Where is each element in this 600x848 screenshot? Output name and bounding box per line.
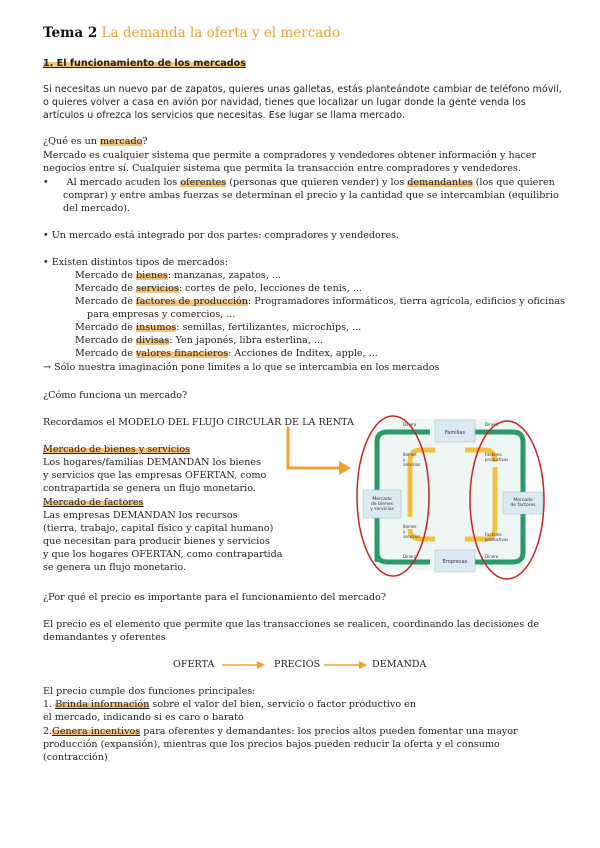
section-heading bbox=[43, 58, 246, 70]
arrow-right-icon bbox=[324, 660, 368, 670]
tipo-valores bbox=[75, 348, 378, 360]
dinero-label-br: Dinero bbox=[485, 554, 499, 559]
heading-text: Mercado de bienes y servicios bbox=[43, 444, 191, 455]
funcion-2-line-2: producción (expansión), mientras que los precios bajos pueden reducir la oferta y el consumo bbox=[43, 739, 500, 750]
tipo-insumos bbox=[75, 322, 361, 334]
tipo-servicios bbox=[75, 283, 362, 295]
mercado-bienes-label: Mercado de bienes y servicios bbox=[370, 497, 394, 512]
bienes-line-2: y servicios que las empresas OFERTAN, como bbox=[43, 470, 267, 481]
funcion-text: para oferentes y demandantes: los precios altos pueden fomentar una mayor bbox=[140, 726, 518, 737]
tipo-examples: : Acciones de Inditex, apple, ... bbox=[228, 348, 378, 359]
tipo-examples: : semillas, fertilizantes, microchips, ... bbox=[176, 322, 362, 333]
title-text: La demanda la oferta y el mercado bbox=[101, 25, 341, 41]
funcion-2 bbox=[43, 726, 518, 738]
funcion-1 bbox=[43, 699, 416, 711]
flow-oferta: OFERTA bbox=[173, 659, 215, 670]
factores-label-bottom: Factores productivos bbox=[485, 532, 509, 542]
precio-def-line-1: El precio es el elemento que permite que las transacciones se realicen, coordinando las decisiones de bbox=[43, 619, 540, 630]
tipo-examples: : Programadores informáticos, tierra agrícola, edificios y oficinas bbox=[248, 296, 566, 307]
flow-demanda: DEMANDA bbox=[372, 659, 427, 670]
tipo-factores bbox=[75, 296, 565, 308]
bullet-icon: • bbox=[43, 177, 49, 188]
factores-line-4: y que los hogares OFERTAN, como contrapartida bbox=[43, 549, 283, 560]
highlight-demandantes: demandantes bbox=[407, 177, 473, 188]
bienes-label-bottom: Bienes y servicios bbox=[403, 524, 421, 539]
highlight-divisas: divisas bbox=[136, 335, 170, 346]
definition-line-1: Mercado es cualquier sistema que permite a compradores y vendedores obtener información y hacer bbox=[43, 150, 537, 161]
funcion-number: 2. bbox=[43, 726, 53, 737]
definition-line-2: negocios entre sí. Cualquier sistema que permita la transacción entre compradores y vendedores. bbox=[43, 163, 521, 174]
dinero-label-tl: Dinero bbox=[403, 422, 417, 427]
precio-def-line-2: demandantes y oferentes bbox=[43, 632, 166, 643]
tipo-label: Mercado de bbox=[75, 270, 137, 281]
bullet-oferentes-line-2: comprar) y entre ambas fuerzas se determinan el precio y la cantidad que se intercambian (equilibrio bbox=[63, 190, 559, 201]
tipo-examples: : manzanas, zapatos, ... bbox=[167, 270, 282, 281]
highlight-factores: factores de producción bbox=[136, 296, 248, 307]
section-number: 1. bbox=[43, 58, 54, 69]
bienes-line-1: Los hogares/familias DEMANDAN los bienes bbox=[43, 457, 262, 468]
dinero-label-bl: Dinero bbox=[403, 554, 417, 559]
empresas-label: Empresas bbox=[442, 559, 468, 565]
section-title: El funcionamiento de los mercados bbox=[56, 58, 246, 69]
bullet-oferentes bbox=[43, 177, 555, 189]
tipo-label: Mercado de bbox=[75, 283, 137, 294]
tipo-label: Mercado de bbox=[75, 322, 137, 333]
factores-line-2: (tierra, trabajo, capital físico y capital humano) bbox=[43, 523, 274, 534]
factores-label-top: Factores productivos bbox=[485, 452, 509, 462]
heading-text: Mercado de factores bbox=[43, 497, 144, 508]
tipo-examples: : cortes de pelo, lecciones de tenis, ... bbox=[178, 283, 362, 294]
dinero-label-tr: Dinero bbox=[485, 422, 499, 427]
bienes-line-3: contrapartida se genera un flujo monetario. bbox=[43, 483, 256, 494]
intro-line-2: o quieres volver a casa en avión por navidad, tienes que localizar un lugar donde la gente venda los bbox=[43, 97, 526, 108]
arrow-right-icon bbox=[222, 660, 266, 670]
funcion-2-line-3: (contracción) bbox=[43, 752, 108, 763]
page-title bbox=[43, 25, 340, 41]
highlight-servicios: servicios bbox=[136, 283, 179, 294]
flow-precios: PRECIOS bbox=[274, 659, 321, 670]
tipo-examples: : Yen japonés, libra esterlina, ... bbox=[169, 335, 324, 346]
circular-flow-diagram bbox=[355, 412, 550, 580]
que-es-question bbox=[43, 136, 148, 148]
funciones-intro: El precio cumple dos funciones principales: bbox=[43, 686, 256, 697]
funcion-text: sobre el valor del bien, servicio o factor productivo en bbox=[149, 699, 416, 710]
bienes-label-top: Bienes y servicios bbox=[403, 452, 421, 467]
bullet-text: (personas que quieren vender) y los bbox=[226, 177, 408, 188]
intro-line-3: artículos u ofrezca los servicios que necesitas. Ese lugar se llama mercado. bbox=[43, 110, 405, 121]
highlight-bienes: bienes bbox=[136, 270, 168, 281]
factores-heading bbox=[43, 497, 143, 509]
factores-line-3: que necesitan para producir bienes y servicios bbox=[43, 536, 270, 547]
arrow-to-diagram bbox=[285, 425, 355, 480]
highlight-genera: Genera incentivos bbox=[52, 726, 141, 737]
bullet-partes: • Un mercado está integrado por dos partes: compradores y vendedores. bbox=[43, 230, 400, 241]
highlight-insumos: insumos bbox=[136, 322, 177, 333]
tipo-factores-line-2: para empresas y comercios, ... bbox=[87, 309, 236, 320]
bienes-servicios-heading bbox=[43, 444, 190, 456]
highlight-brinda: Brinda información bbox=[55, 699, 150, 710]
highlight-mercado: mercado bbox=[99, 136, 143, 147]
familias-label: Familias bbox=[444, 430, 466, 436]
como-funciona-question: ¿Cómo funciona un mercado? bbox=[43, 390, 188, 401]
tipo-label: Mercado de bbox=[75, 348, 137, 359]
mercado-factores-label: Mercado de factores bbox=[510, 498, 536, 508]
bullet-tipos: • Existen distintos tipos de mercados: bbox=[43, 257, 228, 268]
highlight-oferentes: oferentes bbox=[180, 177, 227, 188]
question-mark: ? bbox=[142, 136, 148, 147]
intro-line-1: Si necesitas un nuevo par de zapatos, quieres unas galletas, estás planteándote cambiar de teléfono móvil, bbox=[43, 84, 562, 95]
bullet-text: Al mercado acuden los bbox=[66, 177, 181, 188]
funcion-number: 1. bbox=[43, 699, 56, 710]
title-number: Tema 2 bbox=[43, 25, 98, 41]
bullet-oferentes-line-3: del mercado). bbox=[63, 203, 131, 214]
precio-question: ¿Por qué el precio es importante para el funcionamiento del mercado? bbox=[43, 592, 386, 603]
tipo-label: Mercado de bbox=[75, 335, 137, 346]
tipo-label: Mercado de bbox=[75, 296, 137, 307]
imaginacion-line: → Sólo nuestra imaginación pone límites a lo que se intercambia en los mercados bbox=[43, 362, 440, 373]
factores-line-1: Las empresas DEMANDAN los recursos bbox=[43, 510, 238, 521]
tipo-bienes bbox=[75, 270, 281, 282]
funcion-1-line-2: el mercado, indicando si es caro o barato bbox=[43, 712, 244, 723]
tipo-divisas bbox=[75, 335, 323, 347]
recordamos-line: Recordamos el MODELO DEL FLUJO CIRCULAR DE LA RENTA bbox=[43, 417, 354, 428]
factores-line-5: se genera un flujo monetario. bbox=[43, 562, 187, 573]
highlight-valores: valores financieros bbox=[136, 348, 229, 359]
bullet-text: (los que quieren bbox=[472, 177, 555, 188]
question-text: ¿Qué es un bbox=[43, 136, 100, 147]
